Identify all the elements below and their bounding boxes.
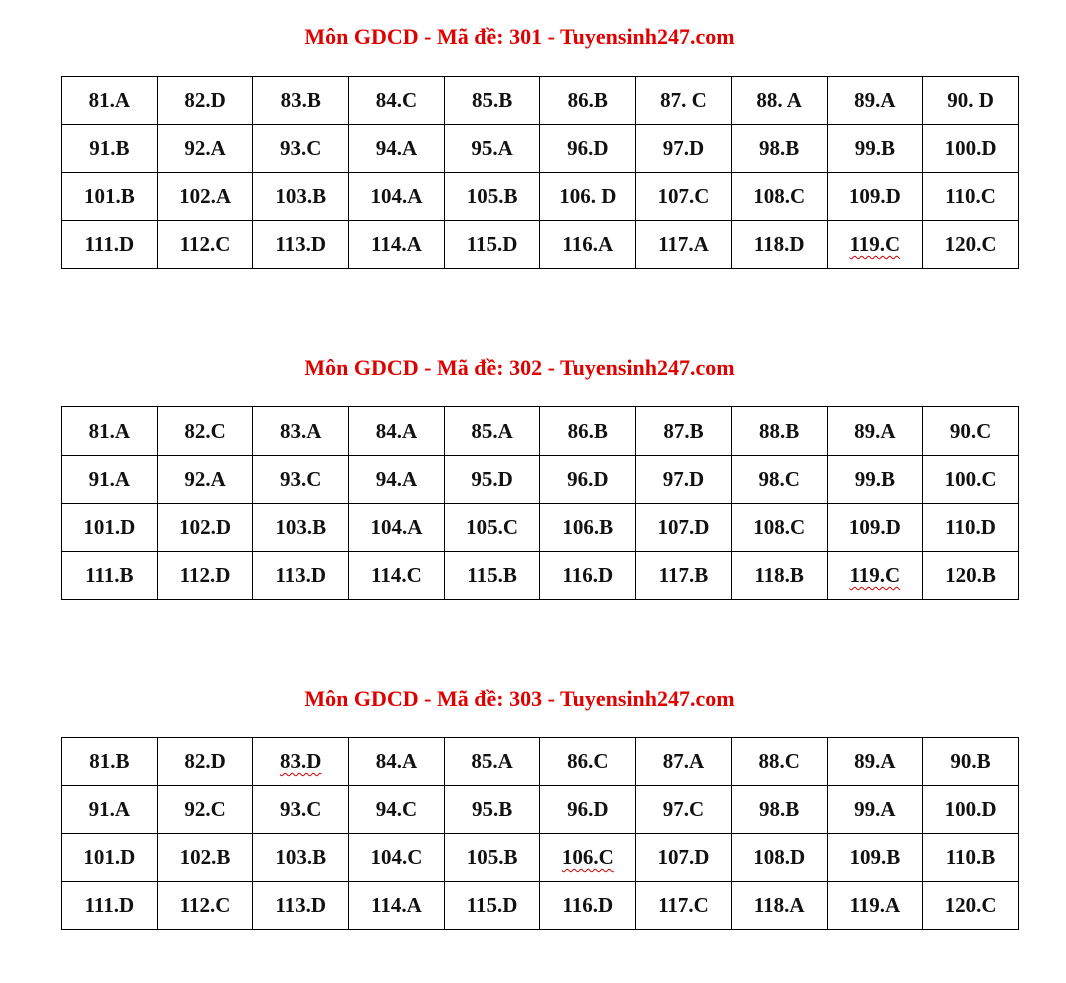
answer-cell <box>731 834 827 882</box>
answer-cell <box>636 125 732 173</box>
answer-cell <box>157 125 253 173</box>
answer-text: 95.B <box>471 797 513 821</box>
answer-cell <box>444 407 540 456</box>
answer-row <box>62 173 1019 221</box>
answer-text: 100.C <box>944 467 997 491</box>
answer-text: 105.B <box>466 184 518 208</box>
answer-cell <box>540 125 636 173</box>
answer-text: 120.C <box>944 893 997 917</box>
answer-text: 107.D <box>657 845 710 869</box>
answer-cell <box>62 125 158 173</box>
answer-text: 107.D <box>657 515 710 539</box>
answer-cell <box>923 834 1019 882</box>
answer-text: 99.B <box>854 136 895 160</box>
answer-cell <box>731 882 827 930</box>
answer-cell <box>349 882 445 930</box>
answer-cell <box>349 125 445 173</box>
answer-cell <box>349 786 445 834</box>
answer-text: 102.D <box>179 515 231 539</box>
answer-cell <box>827 221 923 269</box>
answer-cell <box>923 77 1019 125</box>
answer-row <box>62 125 1019 173</box>
answer-text: 103.B <box>275 184 327 208</box>
answer-cell <box>731 77 827 125</box>
answer-text: 105.B <box>466 845 518 869</box>
answer-text: 92.A <box>184 136 226 160</box>
answer-row <box>62 738 1019 786</box>
answer-text: 111.B <box>85 563 134 587</box>
answer-text: 106.B <box>562 515 614 539</box>
answer-text: 89.A <box>854 88 896 112</box>
answer-text: 108.D <box>753 845 806 869</box>
answer-text: 87.B <box>663 418 704 443</box>
answer-table <box>61 76 1019 269</box>
answer-text: 101.D <box>83 515 136 539</box>
answer-cell <box>827 456 923 504</box>
answer-text: 115.B <box>467 563 517 587</box>
answer-text: 109.D <box>848 184 901 208</box>
answer-cell <box>253 77 349 125</box>
answer-text: 85.B <box>471 88 513 112</box>
answer-cell <box>540 834 636 882</box>
answer-text: 94.A <box>375 467 418 491</box>
answer-cell <box>827 552 923 600</box>
answer-cell <box>923 738 1019 786</box>
answer-text: 110.C <box>945 184 996 208</box>
answer-text: 85.A <box>471 749 513 773</box>
answer-cell <box>636 77 732 125</box>
answer-text: 94.C <box>375 797 418 821</box>
answer-cell <box>62 221 158 269</box>
answer-text: 116.D <box>562 563 614 587</box>
section-title: Môn GDCD - Mã đề: 302 - Tuyensinh247.com <box>304 355 735 380</box>
answer-cell <box>540 456 636 504</box>
answer-cell <box>731 552 827 600</box>
answer-cell <box>636 173 732 221</box>
answer-text: 114.C <box>371 563 422 587</box>
answer-cell <box>731 221 827 269</box>
answer-cell <box>444 882 540 930</box>
answer-text: 104.A <box>370 515 423 539</box>
answer-text: 89.A <box>854 749 896 773</box>
answer-cell <box>636 834 732 882</box>
answer-cell <box>444 552 540 600</box>
answer-text: 97.D <box>662 467 705 491</box>
answer-text: 107.C <box>657 184 710 208</box>
answer-cell <box>444 504 540 552</box>
answer-text: 108.C <box>753 184 806 208</box>
answer-text: 113.D <box>275 232 327 256</box>
answer-cell <box>253 834 349 882</box>
answer-text: 112.C <box>179 893 231 917</box>
answer-text: 96.D <box>567 136 609 160</box>
answer-text: 116.A <box>562 232 614 256</box>
answer-text: 118.B <box>754 563 804 587</box>
answer-text: 81.B <box>89 749 130 773</box>
answer-cell <box>157 738 253 786</box>
answer-cell <box>731 456 827 504</box>
answer-cell <box>636 552 732 600</box>
answer-cell <box>636 786 732 834</box>
answer-cell <box>827 77 923 125</box>
answer-text: 91.B <box>89 136 130 160</box>
answer-cell <box>636 504 732 552</box>
answer-text: 84.A <box>375 418 418 443</box>
answer-text: 98.B <box>759 797 800 821</box>
answer-cell <box>923 173 1019 221</box>
answer-text: 104.A <box>370 184 423 208</box>
answer-cell <box>62 407 158 456</box>
answer-text: 120.C <box>944 232 997 256</box>
answer-cell <box>253 173 349 221</box>
answer-text: 118.A <box>753 893 805 917</box>
answer-cell <box>62 834 158 882</box>
answer-text: 97.C <box>662 797 705 821</box>
answer-text: 117.A <box>658 232 709 256</box>
answer-text: 88. A <box>756 88 802 112</box>
answer-cell <box>444 221 540 269</box>
answer-cell <box>62 786 158 834</box>
answer-text: 81.A <box>88 418 131 443</box>
answer-text: 83.A <box>280 418 322 443</box>
answer-cell <box>444 173 540 221</box>
answer-cell <box>731 786 827 834</box>
answer-row <box>62 552 1019 600</box>
answer-text: 84.C <box>375 88 418 112</box>
answer-cell <box>923 504 1019 552</box>
answer-text: 98.C <box>758 467 800 491</box>
answer-text: 82.D <box>184 88 226 112</box>
answer-cell <box>444 125 540 173</box>
answer-text: 96.D <box>567 797 609 821</box>
answer-cell <box>827 834 923 882</box>
answer-cell <box>540 882 636 930</box>
answer-cell <box>540 552 636 600</box>
answer-cell <box>62 456 158 504</box>
answer-text: 81.A <box>88 88 131 112</box>
answer-text: 110.D <box>945 515 996 539</box>
answer-text: 91.A <box>88 467 131 491</box>
answer-cell <box>731 738 827 786</box>
answer-cell <box>827 407 923 456</box>
answer-text: 100.D <box>944 136 997 160</box>
answer-text: 91.A <box>88 797 131 821</box>
answer-text: 92.C <box>184 797 226 821</box>
answer-cell <box>253 125 349 173</box>
answer-text: 99.A <box>854 797 896 821</box>
answer-cell <box>157 882 253 930</box>
answer-cell <box>540 504 636 552</box>
answer-text: 101.D <box>83 845 136 869</box>
answer-row <box>62 221 1019 269</box>
answer-cell <box>157 552 253 600</box>
answer-text: 82.C <box>184 418 226 443</box>
answer-cell <box>731 125 827 173</box>
answer-cell <box>157 173 253 221</box>
answer-cell <box>349 504 445 552</box>
answer-text: 106. D <box>559 184 617 208</box>
section-title: Môn GDCD - Mã đề: 303 - Tuyensinh247.com <box>304 686 735 711</box>
answer-cell <box>636 456 732 504</box>
answer-cell <box>540 77 636 125</box>
answer-cell <box>349 221 445 269</box>
answer-text: 87.A <box>662 749 705 773</box>
answer-text: 108.C <box>753 515 806 539</box>
answer-text: 85.A <box>471 418 513 443</box>
answer-text: 100.D <box>944 797 997 821</box>
answer-text: 113.D <box>275 893 327 917</box>
answer-cell <box>731 407 827 456</box>
answer-text: 95.D <box>471 467 513 491</box>
answer-cell <box>157 407 253 456</box>
answer-text: 93.C <box>280 797 322 821</box>
answer-text: 111.D <box>84 232 135 256</box>
answer-cell <box>157 456 253 504</box>
answer-cell <box>444 786 540 834</box>
answer-table <box>61 406 1019 600</box>
answer-text: 116.D <box>562 893 614 917</box>
answer-cell <box>253 221 349 269</box>
answer-cell <box>157 504 253 552</box>
answer-cell <box>540 173 636 221</box>
answer-cell <box>827 738 923 786</box>
answer-text: 88.C <box>758 749 800 773</box>
answer-cell <box>253 552 349 600</box>
answer-cell <box>157 77 253 125</box>
answer-text: 94.A <box>375 136 418 160</box>
answer-text: 115.D <box>466 893 518 917</box>
answer-text: 114.A <box>371 232 422 256</box>
answer-cell <box>157 786 253 834</box>
answer-text: 118.D <box>753 232 805 256</box>
answer-text: 88.B <box>759 418 800 443</box>
answer-text: 110.B <box>945 845 996 869</box>
answer-text: 112.C <box>179 232 231 256</box>
answer-text: 86.B <box>567 418 608 443</box>
answer-cell <box>349 738 445 786</box>
answer-text: 101.B <box>83 184 135 208</box>
answer-cell <box>636 738 732 786</box>
answer-text: 117.C <box>658 893 709 917</box>
answer-cell <box>349 407 445 456</box>
answer-cell <box>253 738 349 786</box>
answer-cell <box>731 173 827 221</box>
answer-table <box>61 737 1019 930</box>
answer-text: 103.B <box>275 515 327 539</box>
answer-cell <box>827 882 923 930</box>
answer-cell <box>253 456 349 504</box>
answer-cell <box>923 221 1019 269</box>
answer-cell <box>349 552 445 600</box>
answer-text: 113.D <box>275 563 327 587</box>
answer-cell <box>540 407 636 456</box>
answer-cell <box>923 882 1019 930</box>
answer-row <box>62 504 1019 552</box>
answer-cell <box>444 834 540 882</box>
answer-text: 82.D <box>184 749 226 773</box>
answer-text: 104.C <box>370 845 423 869</box>
answer-text: 120.B <box>945 563 996 587</box>
answer-cell <box>923 786 1019 834</box>
answer-text: 111.D <box>84 893 135 917</box>
answer-cell <box>636 407 732 456</box>
answer-row <box>62 407 1019 456</box>
answer-text: 106.C <box>561 845 614 869</box>
answer-cell <box>827 125 923 173</box>
answer-cell <box>157 221 253 269</box>
answer-cell <box>540 786 636 834</box>
answer-text: 115.D <box>466 232 518 256</box>
answer-text: 105.C <box>466 515 519 539</box>
answer-cell <box>349 173 445 221</box>
answer-text: 86.B <box>567 88 608 112</box>
answer-cell <box>349 456 445 504</box>
answer-text: 86.C <box>567 749 609 773</box>
answer-text: 90. D <box>947 88 994 112</box>
answer-text: 117.B <box>658 563 709 587</box>
answer-text: 98.B <box>759 136 800 160</box>
answer-cell <box>253 407 349 456</box>
answer-cell <box>827 504 923 552</box>
answer-cell <box>62 173 158 221</box>
answer-text: 89.A <box>854 418 896 443</box>
answer-text: 102.B <box>179 845 231 869</box>
answer-row <box>62 77 1019 125</box>
answer-cell <box>62 882 158 930</box>
answer-text: 95.A <box>471 136 513 160</box>
answer-text: 119.C <box>849 232 901 256</box>
answer-cell <box>636 882 732 930</box>
answer-text: 96.D <box>567 467 609 491</box>
answer-cell <box>62 504 158 552</box>
answer-text: 84.A <box>375 749 418 773</box>
answer-text: 90.B <box>950 749 991 773</box>
answer-cell <box>157 834 253 882</box>
answer-cell <box>636 221 732 269</box>
answer-text: 112.D <box>179 563 231 587</box>
answer-text: 93.C <box>280 467 322 491</box>
answer-row <box>62 456 1019 504</box>
answer-cell <box>253 504 349 552</box>
answer-text: 83.B <box>280 88 321 112</box>
section-title: Môn GDCD - Mã đề: 301 - Tuyensinh247.com <box>304 24 735 49</box>
answer-text: 114.A <box>371 893 422 917</box>
answer-cell <box>62 77 158 125</box>
answer-cell <box>827 173 923 221</box>
answer-cell <box>444 456 540 504</box>
answer-cell <box>62 738 158 786</box>
answer-text: 109.D <box>848 515 901 539</box>
answer-text: 87. C <box>660 88 707 112</box>
answer-text: 99.B <box>854 467 895 491</box>
answer-text: 103.B <box>275 845 327 869</box>
answer-cell <box>349 77 445 125</box>
answer-cell <box>827 786 923 834</box>
answer-text: 119.C <box>849 563 901 587</box>
answer-text: 109.B <box>849 845 901 869</box>
answer-cell <box>62 552 158 600</box>
answer-text: 92.A <box>184 467 226 491</box>
answer-cell <box>923 552 1019 600</box>
answer-cell <box>253 786 349 834</box>
answer-cell <box>253 882 349 930</box>
answer-text: 90.C <box>949 418 992 443</box>
answer-text: 83.D <box>280 749 322 773</box>
answer-cell <box>731 504 827 552</box>
answer-row <box>62 786 1019 834</box>
answer-text: 93.C <box>280 136 322 160</box>
answer-cell <box>444 738 540 786</box>
answer-cell <box>923 456 1019 504</box>
answer-cell <box>540 221 636 269</box>
answer-cell <box>444 77 540 125</box>
answer-cell <box>540 738 636 786</box>
answer-cell <box>923 125 1019 173</box>
answer-cell <box>923 407 1019 456</box>
answer-text: 97.D <box>662 136 705 160</box>
answer-text: 102.A <box>179 184 231 208</box>
answer-row <box>62 834 1019 882</box>
answer-row <box>62 882 1019 930</box>
answer-text: 119.A <box>849 893 901 917</box>
answer-cell <box>349 834 445 882</box>
